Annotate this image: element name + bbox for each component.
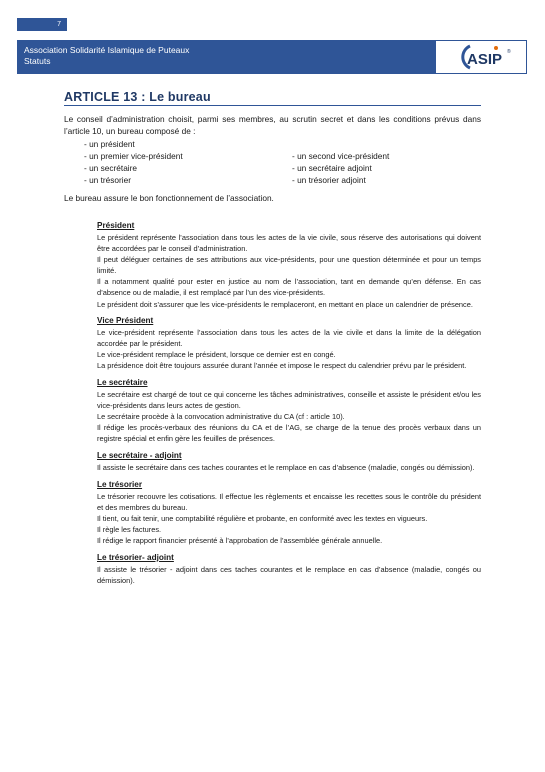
section-title: Vice Président [97,316,154,326]
section-title: Le trésorier- adjoint [97,552,174,562]
paragraph: Le président doit s’assurer que les vice-présidents le remplaceront, en mettant en place un calendrier de présence. [97,299,473,309]
paragraph: Le vice-président représente l’association dans tous les actes de la vie civile et dans la limite de la délégation accordée par le président. [97,328,481,349]
title-divider [64,105,481,106]
paragraph: Le trésorier recouvre les cotisations. Il effectue les règlements et encaisse les recettes sous le contrôle du président et des membres du bureau. [97,491,481,512]
header-organization: Association Solidarité Islamique de Puteaux [24,45,190,55]
logo-dot-icon [494,46,498,50]
section-tresorier [97,479,481,546]
section-vice-president [97,315,481,371]
section-tresorier-adjoint [97,552,481,586]
bureau-members-list [64,138,481,187]
paragraph: Le président représente l’association dans tous les actes de la vie civile, sous réserve des autorisations qui doivent être accordées par le conseil d’administration. [97,233,481,254]
document-header [17,40,527,74]
member-right: - un trésorier adjoint [292,175,366,186]
logo-registered-mark: ® [507,49,511,55]
paragraph: Il a notamment qualité pour ester en justice au nom de l’association, tant en demande qu’en défense. En cas d’absence ou de maladie, il est remplacé par l’un des vice-présidents. [97,277,481,298]
paragraph: Il peut déléguer certaines de ses attributions aux vice-présidents, pour une question déterminée et pour un temps limité. [97,255,481,276]
role-sections [97,220,481,591]
list-item [64,138,481,150]
section-title: Président [97,221,135,230]
paragraph: Il assiste le trésorier - adjoint dans ces taches courantes et le remplace en cas d’absence (maladie, congés ou démission). [97,564,481,585]
paragraph: La présidence doit être toujours assurée durant l’année et impose le respect du calendrier prévu par le président. [97,361,467,371]
paragraph: Il règle les factures. [97,524,162,534]
article-title: ARTICLE 13 : Le bureau [64,90,211,104]
paragraph: Le secrétaire procède à la convocation administrative du CA (cf : article 10). [97,412,345,422]
header-document-type: Statuts [24,56,51,66]
closing-paragraph: Le bureau assure le bon fonctionnement de l’association. [64,192,274,203]
list-item [64,162,481,174]
list-item [64,174,481,186]
header-title-block [18,41,436,73]
list-item [64,150,481,162]
section-title: Le trésorier [97,479,143,489]
member-left: - un secrétaire [84,163,138,174]
paragraph: Il rédige le rapport financier présenté à l’approbation de l’assemblée générale annuelle. [97,535,383,545]
asip-logo [456,44,516,70]
member-left: - un premier vice-président [84,150,183,161]
paragraph: Il tient, ou fait tenir, une comptabilité régulière et probante, en conformité avec les textes en vigueurs. [97,513,428,523]
logo-text: ASIP [467,51,503,68]
member-left: - un trésorier [84,175,132,186]
member-left: - un président [84,138,135,149]
section-president [97,220,481,310]
paragraph: Le secrétaire est chargé de tout ce qui concerne les tâches administratives, conseille et assiste le président et/ou les vice-présidents dans leurs actes de gestion. [97,390,481,411]
section-secretaire [97,377,481,444]
paragraph: Il assiste le secrétaire dans ces taches courantes et le remplace en cas d’absence (maladie, congés ou démission). [97,463,475,472]
paragraph: Il rédige les procès-verbaux des réunions du CA et de l’AG, se charge de la tenue des procès verbaux dans un registre spécial et enfin gère les feuilles de présences. [97,423,481,444]
paragraph: Le vice-président remplace le président, lorsque ce dernier est en congé. [97,350,336,360]
intro-paragraph: Le conseil d’administration choisit, parmi ses membres, au scrutin secret et dans les conditions prévus dans l’article 10, un bureau composé de : [64,114,481,137]
member-right: - un secrétaire adjoint [292,163,372,174]
page-number: 7 [17,18,67,31]
member-right: - un second vice-président [292,150,390,161]
section-title: Le secrétaire [97,378,148,388]
section-secretaire-adjoint [97,450,481,473]
intro-block [64,113,481,204]
section-title: Le secrétaire - adjoint [97,451,182,460]
